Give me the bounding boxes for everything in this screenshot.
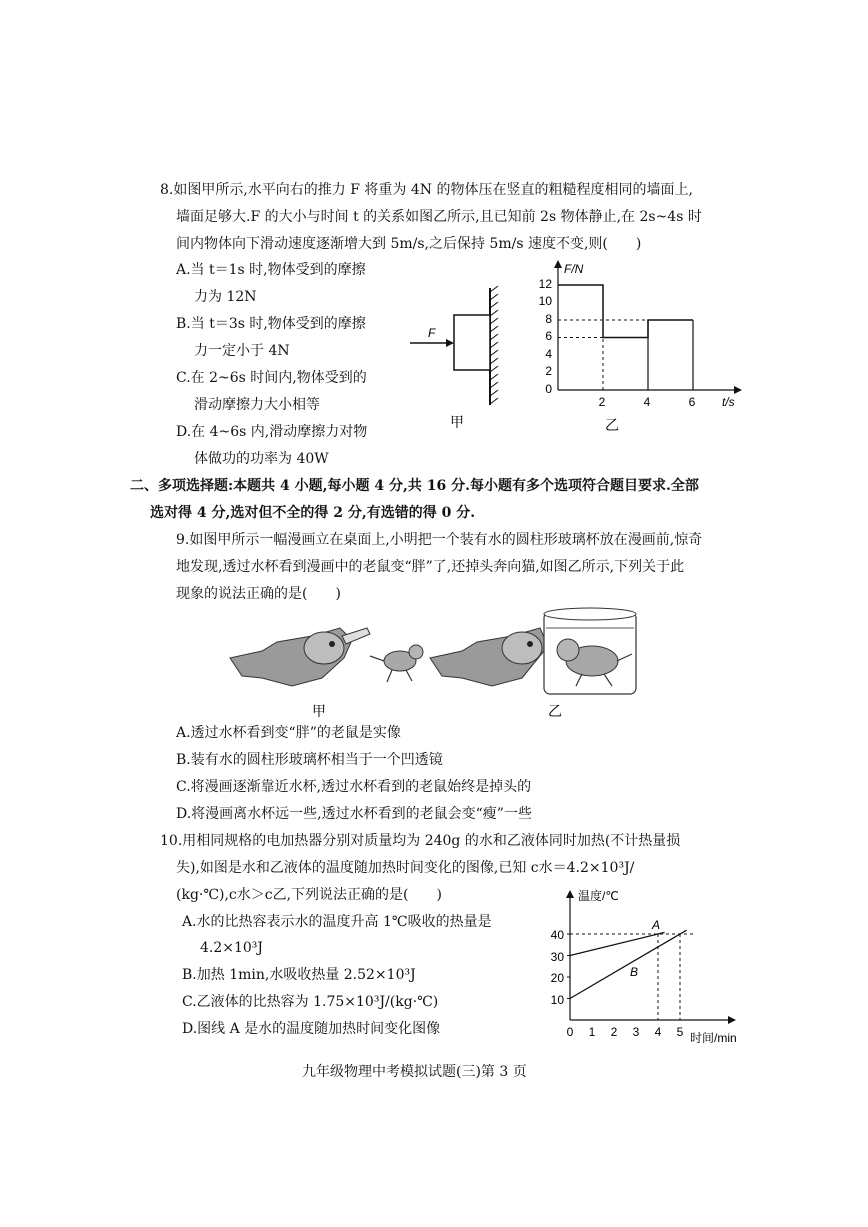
q9-stem-line-1: 9.如图甲所示一幅漫画立在桌面上,小明把一个装有水的圆柱形玻璃杯放在漫画前,惊奇 <box>176 532 703 548</box>
q9-option-c: C.将漫画逐渐靠近水杯,透过水杯看到的老鼠始终是掉头的 <box>176 779 532 795</box>
q8-option-b: B.当 t＝3s 时,物体受到的摩擦 <box>176 316 366 332</box>
q10-option-a: A.水的比热容表示水的温度升高 1℃吸收的热量是 <box>182 914 492 930</box>
xtick-4: 4 <box>654 1025 662 1039</box>
cartoon-yi <box>430 608 636 694</box>
q8-option-a-cont: 力为 12N <box>194 289 257 305</box>
ytick-4: 4 <box>545 347 552 361</box>
q8-figure-jia <box>400 280 510 440</box>
q8-option-d-cont: 体做功的功率为 40W <box>194 451 329 467</box>
q10-stem-line-2: 失),如图是水和乙液体的温度随加热时间变化的图像,已知 c水＝4.2×10³J/ <box>176 860 635 876</box>
xtick-2: 2 <box>598 395 606 409</box>
q9-caption-yi: 乙 <box>548 703 562 719</box>
q9-option-d: D.将漫画离水杯远一些,透过水杯看到的老鼠会变“瘦”一些 <box>176 806 532 822</box>
q8-stem-line-1: 8.如图甲所示,水平向右的推力 F 将重为 4N 的物体压在竖直的粗糙程度相同的墙面上, <box>160 182 693 198</box>
ytick-8: 8 <box>545 312 552 326</box>
q9-option-b: B.装有水的圆柱形玻璃杯相当于一个凹透镜 <box>176 752 443 768</box>
y-axis-label: 温度/℃ <box>578 889 619 903</box>
q8-option-b-cont: 力一定小于 4N <box>194 343 290 359</box>
q9-caption-jia: 甲 <box>312 703 326 719</box>
q10-option-a-cont: 4.2×10³J <box>200 940 264 956</box>
xtick-1: 1 <box>588 1025 596 1039</box>
q10-temperature-chart <box>540 884 750 1046</box>
xtick-4: 4 <box>643 395 651 409</box>
line-label-b: B <box>630 965 639 979</box>
ytick-40: 40 <box>550 928 564 942</box>
xtick-0: 0 <box>566 1025 574 1039</box>
q9-cartoon-figure <box>222 606 672 724</box>
cartoon-jia <box>230 628 423 686</box>
q8-option-a: A.当 t＝1s 时,物体受到的摩擦 <box>176 262 366 278</box>
q8-option-c: C.在 2~6s 时间内,物体受到的 <box>176 370 367 386</box>
q10-option-b: B.加热 1min,水吸收热量 2.52×10³J <box>182 967 416 983</box>
xtick-3: 3 <box>632 1025 640 1039</box>
q8-ft-chart <box>530 258 745 438</box>
ytick-20: 20 <box>550 971 564 985</box>
xtick-2: 2 <box>610 1025 618 1039</box>
q8-stem-line-2: 墙面足够大.F 的大小与时间 t 的关系如图乙所示,且已知前 2s 物体静止,在 2s~4s 时 <box>176 209 702 225</box>
section2-heading-line-2: 选对得 4 分,选对但不全的得 2 分,有选错的得 0 分. <box>150 505 476 521</box>
y-axis-label: F/N <box>564 262 584 276</box>
q10-stem-line-3: (kg·℃),c水＞c乙,下列说法正确的是( ) <box>176 887 442 903</box>
ytick-10: 10 <box>538 294 552 308</box>
ytick-2: 2 <box>545 364 552 378</box>
x-axis-label: 时间/min <box>690 1031 737 1045</box>
q8-stem-line-3: 间内物体向下滑动速度逐渐增大到 5m/s,之后保持 5m/s 速度不变,则( ) <box>176 236 642 252</box>
block <box>454 315 490 370</box>
q9-stem-line-2: 地发现,透过水杯看到漫画中的老鼠变“胖”了,还掉头奔向猫,如图乙所示,下列关于此 <box>176 559 685 575</box>
caption-jia: 甲 <box>450 414 464 430</box>
q10-option-c: C.乙液体的比热容为 1.75×10³J/(kg·℃) <box>182 994 439 1010</box>
q10-option-d: D.图线 A 是水的温度随加热时间变化图像 <box>182 1021 441 1037</box>
ytick-12: 12 <box>538 277 552 291</box>
x-axis-label: t/s <box>722 395 735 409</box>
caption-yi: 乙 <box>605 417 619 433</box>
q9-stem-line-3: 现象的说法正确的是( ) <box>176 586 341 602</box>
ytick-6: 6 <box>545 329 552 343</box>
ytick-10: 10 <box>550 993 564 1007</box>
xtick-5: 5 <box>676 1025 684 1039</box>
q9-option-a: A.透过水杯看到变“胖”的老鼠是实像 <box>176 725 401 741</box>
q8-option-d: D.在 4~6s 内,滑动摩擦力对物 <box>176 424 368 440</box>
force-series-line <box>558 285 693 338</box>
ytick-0: 0 <box>545 382 552 396</box>
line-label-a: A <box>652 918 661 932</box>
ytick-30: 30 <box>550 950 564 964</box>
q10-stem-line-1: 10.用相同规格的电加热器分别对质量均为 240g 的水和乙液体同时加热(不计热量损 <box>160 833 681 849</box>
force-label: F <box>428 326 436 340</box>
xtick-6: 6 <box>688 395 696 409</box>
series-line-b <box>570 930 687 998</box>
page-footer: 九年级物理中考模拟试题(三)第 3 页 <box>302 1064 527 1080</box>
section2-heading-line-1: 二、多项选择题:本题共 4 小题,每小题 4 分,共 16 分.每小题有多个选项符合题目要求.全部 <box>130 478 699 494</box>
q8-option-c-cont: 滑动摩擦力大小相等 <box>194 397 320 413</box>
